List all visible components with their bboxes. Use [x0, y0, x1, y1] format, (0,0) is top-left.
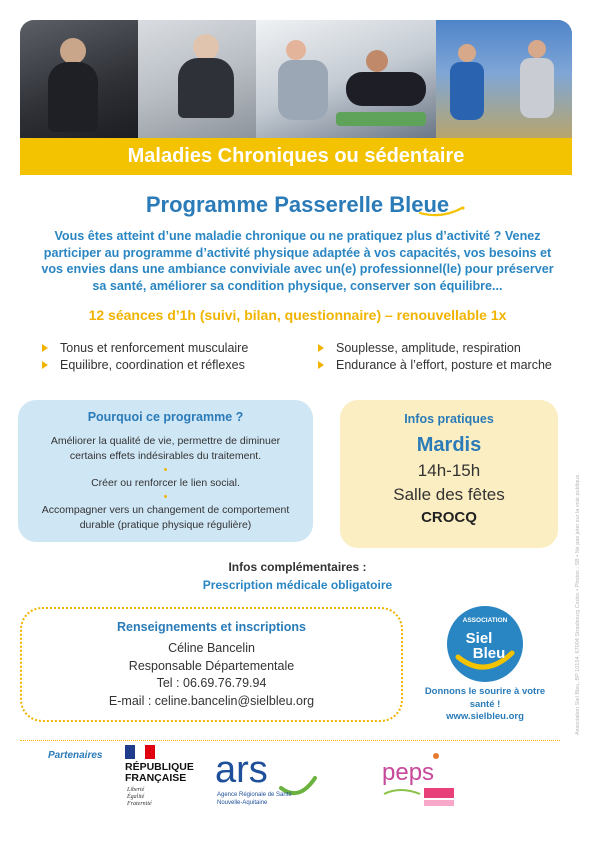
legal-side-text: Association Siel Bleu, BP 10154, 67004 Strasbourg Cedex • Photos : SB • Ne pas jeter sur la voie publique [575, 474, 581, 735]
swoosh-icon [418, 204, 466, 218]
contact-name: Céline Bancelin [168, 641, 255, 655]
why-program-box [18, 400, 313, 542]
sessions-info: 12 séances d’1h (suivi, bilan, questionnaire) – renouvellable 1x [88, 307, 507, 323]
logo-bleu-text: Bleu [472, 645, 506, 662]
contact-role: Responsable Départementale [128, 658, 295, 673]
why-item: Améliorer la qualité de vie, permettre de diminuer certains effets indésirables du traitement. [50, 435, 281, 462]
info-town: CROCQ [421, 509, 477, 526]
practical-info-box [340, 400, 558, 548]
slogan-text: Donnons le sourire à votre santé ! [424, 686, 546, 710]
republique-francaise-logo [125, 745, 205, 815]
header-banner [20, 20, 572, 175]
why-item: Accompagner vers un changement de comportement durable (pratique physique régulière) [41, 504, 290, 531]
benefits-list-left [42, 340, 292, 374]
triangle-bullet-icon [42, 344, 48, 352]
benefit-item: Endurance à l’effort, posture et marche [318, 357, 558, 374]
info-time: 14h-15h [417, 461, 481, 480]
stretching-photo [256, 20, 436, 138]
contact-title: Renseignements et inscriptions [117, 620, 306, 634]
complementary-value: Prescription médicale obligatoire [202, 578, 393, 592]
benefit-item: Tonus et renforcement musculaire [42, 340, 292, 357]
info-venue: Salle des fêtes [393, 485, 505, 504]
contact-box [20, 607, 403, 722]
why-title: Pourquoi ce programme ? [87, 410, 244, 424]
info-day: Mardis [416, 434, 482, 456]
ars-letters: ars [215, 749, 268, 791]
group-exercise-photo [20, 20, 138, 138]
benefit-item: Equilibre, coordination et réflexes [42, 357, 292, 374]
peps-logo [380, 748, 458, 810]
logo-siel-text: Siel [465, 630, 493, 647]
french-flag-icon [125, 745, 155, 759]
triangle-bullet-icon [318, 361, 324, 369]
logo-association-text: ASSOCIATION [462, 617, 508, 624]
partners-divider [20, 740, 560, 741]
triangle-bullet-icon [42, 361, 48, 369]
siel-bleu-logo [446, 605, 524, 683]
banner-title-bar [20, 138, 572, 175]
why-item: Créer ou renforcer le lien social. [91, 477, 240, 489]
contact-phone[interactable]: Tel : 06.69.76.79.94 [156, 676, 267, 690]
partners-label: Partenaires [48, 750, 103, 761]
ars-region-text: Nouvelle-Aquitaine [217, 800, 268, 806]
website-link[interactable]: www.sielbleu.org [446, 711, 524, 722]
banner-title: Maladies Chroniques ou sédentaire [127, 145, 465, 167]
benefits-list-right [318, 340, 558, 374]
separator-dot: • [163, 491, 168, 503]
senior-exercise-photo [138, 20, 256, 138]
separator-dot: • [163, 464, 168, 476]
slogan [418, 686, 552, 724]
rf-motto: Liberté Égalité Fraternité [127, 787, 152, 807]
peps-letters: peps [382, 759, 435, 786]
rf-text: RÉPUBLIQUE FRANÇAISE [125, 761, 194, 784]
info-title: Infos pratiques [404, 412, 494, 426]
program-intro: Vous êtes atteint d’une maladie chronique ou ne pratiquez plus d’activité ? Venez participer au programme d’activité physique adaptée à vos capacités, vos besoins et vos envies dans une ambiance conviviale avec un(e) professionnel(le) pour préserver sa santé, améliorer sa condition physique, conserver son équilibre... [41, 229, 554, 293]
triangle-bullet-icon [318, 344, 324, 352]
complementary-info [0, 558, 595, 594]
complementary-title: Infos complémentaires : [228, 560, 367, 574]
program-title: Programme Passerelle Bleue [145, 192, 450, 217]
benefit-item: Souplesse, amplitude, respiration [318, 340, 558, 357]
nordic-walking-photo [436, 20, 572, 138]
ars-agency-text: Agence Régionale de Santé [217, 792, 292, 798]
contact-email[interactable]: E-mail : celine.bancelin@sielbleu.org [108, 693, 315, 708]
ars-logo [215, 748, 320, 810]
